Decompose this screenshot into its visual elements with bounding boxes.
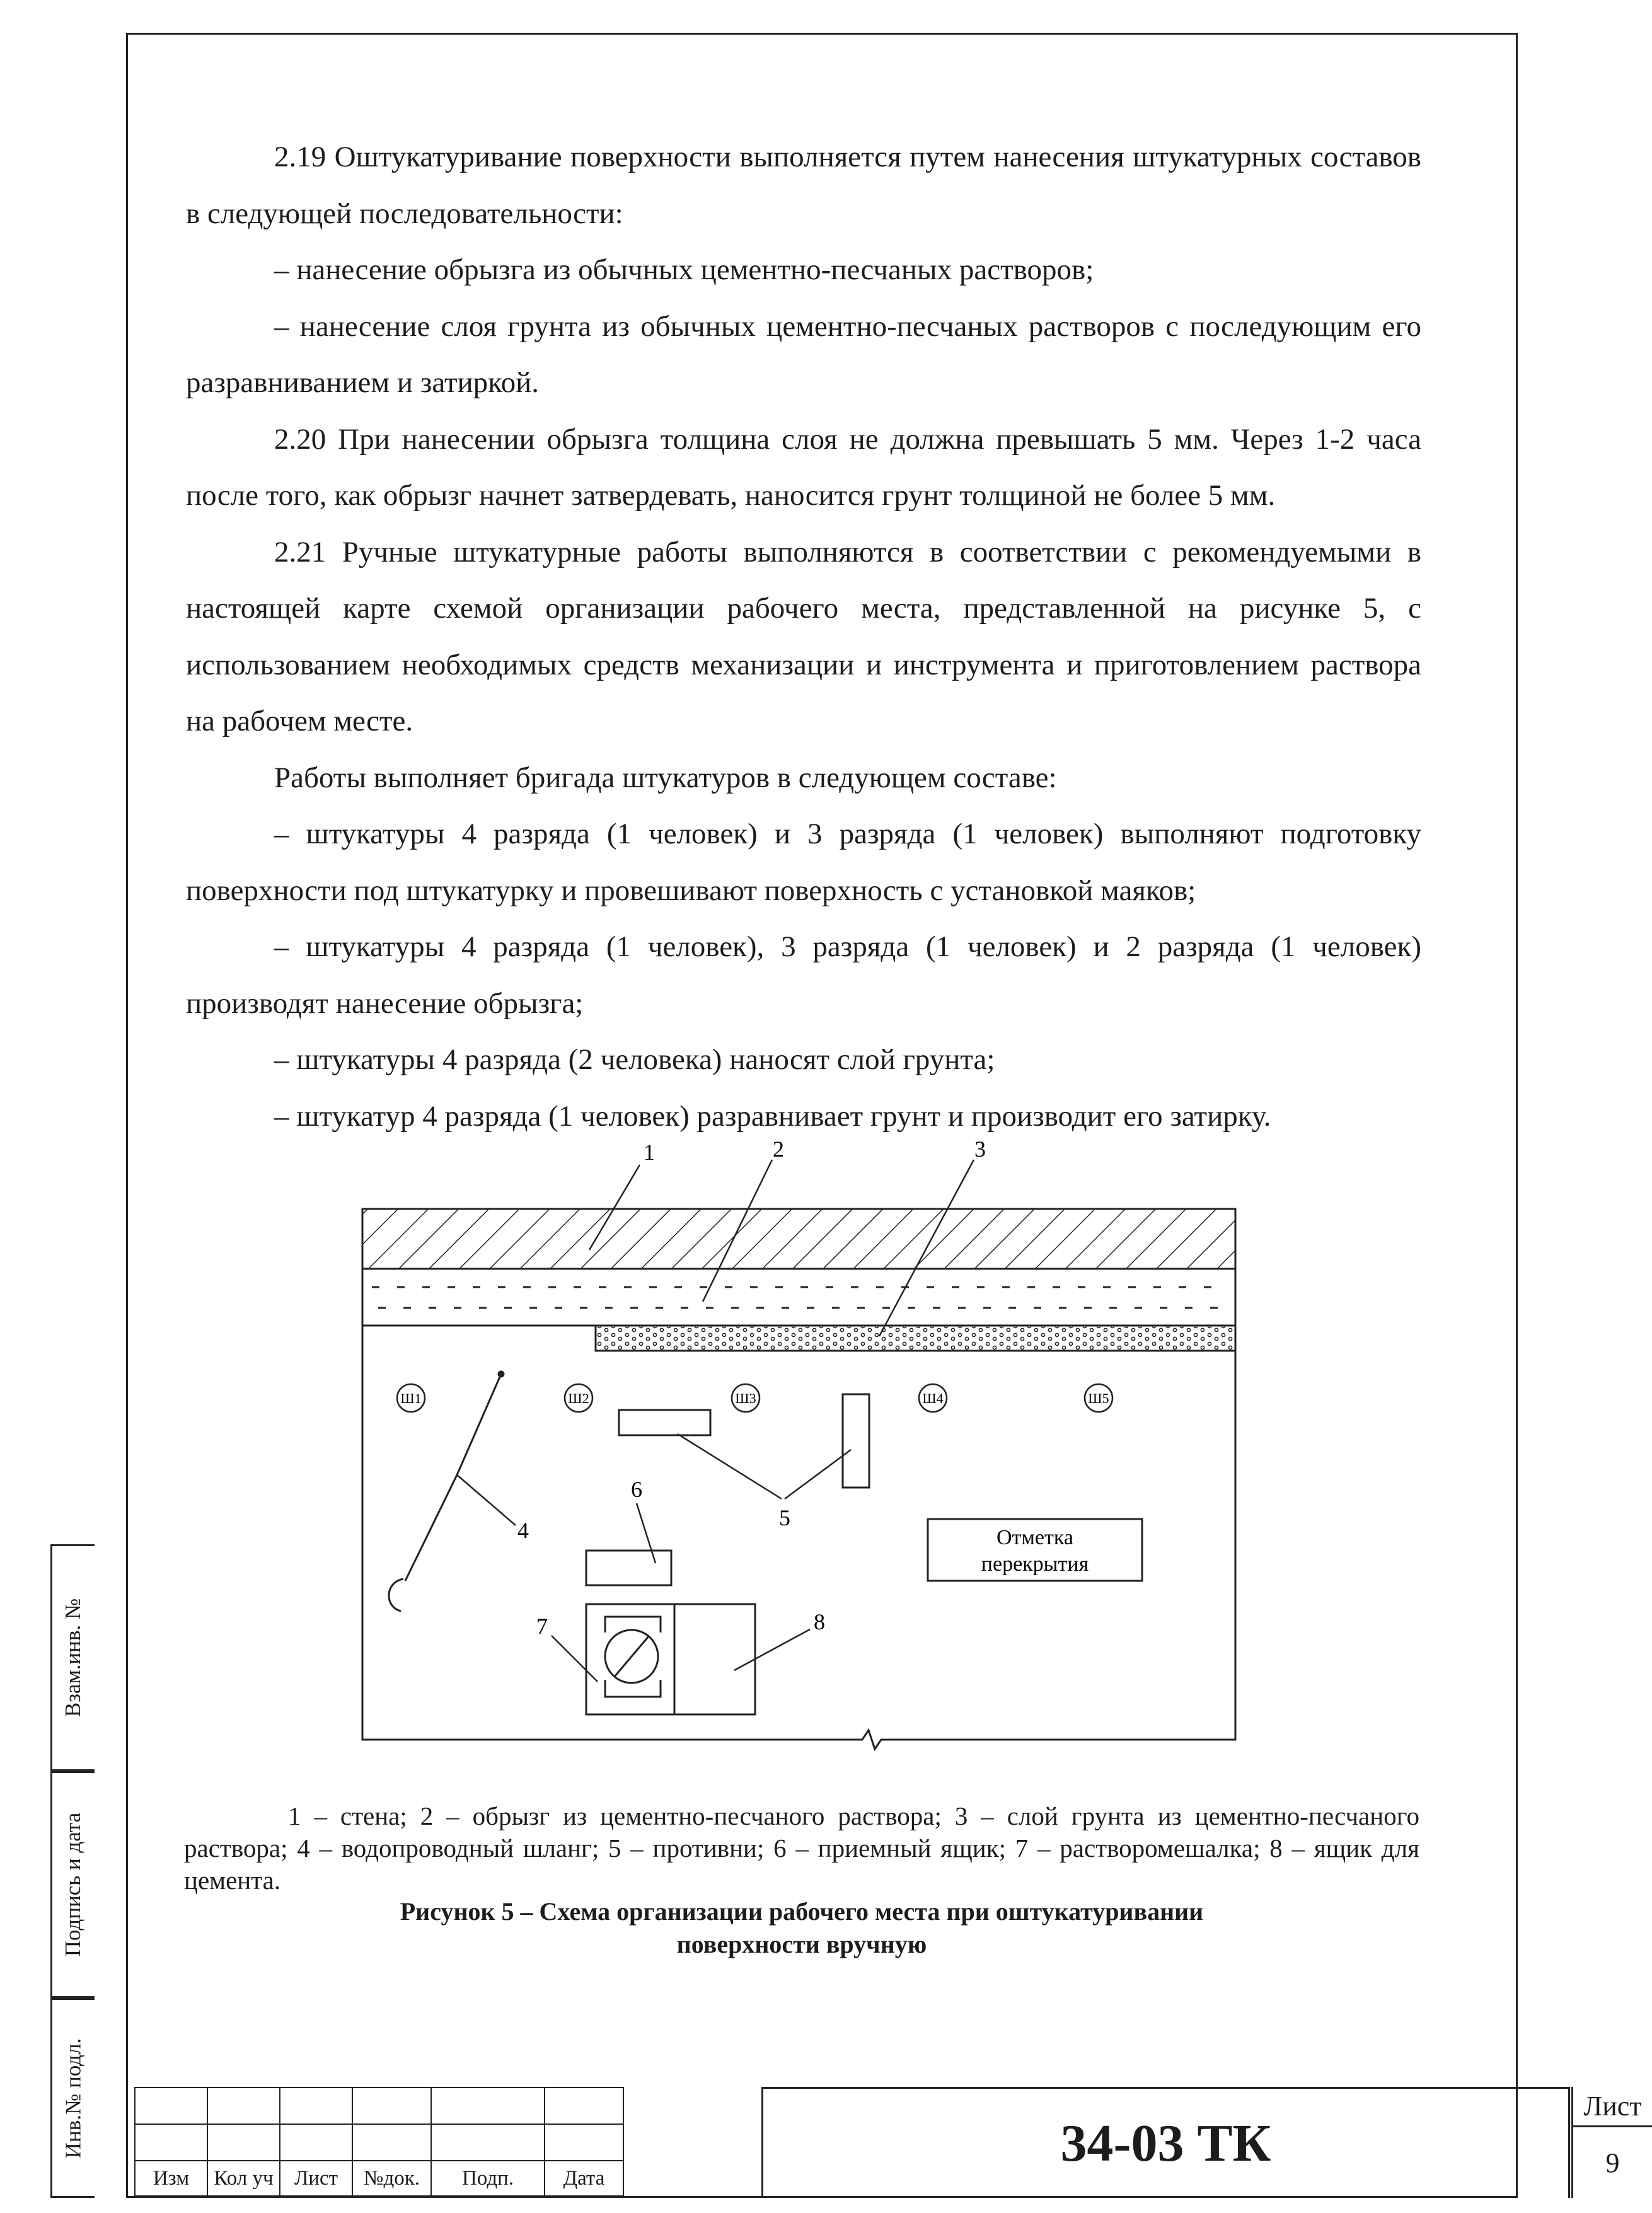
figure-legend: 1 – стена; 2 – обрызг из цементно-песчаного раствора; 3 – слой грунта из цементно-песчаного раствора; 4 – водопроводный шланг; 5 – противни; 6 – приемный ящик; 7 – растворомешалка; 8 – ящик для цемента. [184,1801,1419,1895]
body-text [186,129,1421,1145]
callout-7: 7 [536,1614,548,1639]
side-stamp-sign-date: Подпись и дата [50,1771,95,1998]
callout-6: 6 [631,1477,642,1502]
col-list: Лист [280,2161,352,2196]
callout-5: 5 [779,1505,790,1530]
mortar-mixer [586,1604,755,1714]
figure-title-line: Рисунок 5 – Схема организации рабочего места при оштукатуривании [400,1897,1204,1926]
sheet-label: Лист [1571,2087,1652,2127]
document-code: 34-03 ТК [761,2087,1570,2198]
callout-8: 8 [814,1609,825,1634]
station-label: Ш5 [1088,1390,1109,1406]
level-mark-label: перекрытия [981,1552,1089,1576]
level-mark-label: Отметка [996,1526,1073,1549]
col-sign: Подп. [431,2161,545,2196]
callout-2: 2 [773,1136,784,1162]
sheet-number: 9 [1571,2127,1652,2198]
side-stamp-replace-inv: Взам.инв. № [50,1544,95,1771]
list-item: – штукатуры 4 разряда (1 человек), 3 разряда (1 человек) и 2 разряда (1 человек) производят нанесение обрызга; [186,930,1421,1020]
title-block [134,2087,1642,2198]
list-item: – штукатуры 4 разряда (2 человека) наносят слой грунта; [274,1043,995,1076]
spatter-layer [362,1269,1235,1326]
water-hose [389,1372,504,1611]
station-label: Ш2 [568,1390,589,1406]
side-stamp-inv-orig: Инв.№ подл. [50,1998,95,2198]
paragraph-2-21: 2.21 Ручные штукатурные работы выполняются в соответствии с рекомендуемыми в настоящей карте схемой организации рабочего места, представленной на рисунке 5, с использованием необходимых средств механизации и инструмента и приготовлением раствора на рабочем месте. [186,535,1421,737]
brigade-intro: Работы выполняет бригада штукатуров в следующем составе: [274,761,1057,794]
paragraph-2-19: 2.19 Оштукатуривание поверхности выполняется путем нанесения штукатурных составов в следующей последовательности: [186,141,1421,230]
list-item: – нанесение обрызга из обычных цементно-песчаных растворов; [274,253,1094,286]
callout-4: 4 [517,1518,529,1543]
list-item: – нанесение слоя грунта из обычных цементно-песчаных растворов с последующим его разравниванием и затиркой. [186,309,1421,399]
paragraph-2-20: 2.20 При нанесении обрызга толщина слоя не должна превышать 5 мм. Через 1-2 часа после того, как обрызг начнет затвердевать, наносится грунт толщиной не более 5 мм. [186,422,1421,512]
station-label: Ш3 [735,1390,756,1406]
wall [362,1209,1235,1269]
station-label: Ш1 [400,1390,422,1406]
col-doc: №док. [352,2161,431,2196]
col-izm: Изм [135,2161,207,2196]
list-item: – штукатуры 4 разряда (1 человек) и 3 разряда (1 человек) выполняют подготовку поверхности под штукатурку и провешивают поверхность с установкой маяков; [186,818,1421,907]
figure-title-line: поверхности вручную [676,1930,927,1958]
col-date: Дата [545,2161,623,2196]
list-item: – штукатур 4 разряда (1 человек) разравнивает грунт и производит его затирку. [274,1099,1271,1133]
workplace-diagram [353,1131,1248,1793]
col-kol: Кол уч [207,2161,280,2196]
revision-table [134,2087,624,2197]
station-label: Ш4 [922,1390,944,1406]
sheet-box [1571,2087,1652,2198]
callout-3: 3 [974,1136,986,1162]
tray [843,1394,869,1488]
callout-1: 1 [644,1140,655,1165]
tray [619,1410,710,1435]
room-outline [362,1326,1235,1749]
primer-layer [596,1326,1235,1351]
receiving-box [586,1551,671,1585]
figure-title [184,1895,1419,1961]
